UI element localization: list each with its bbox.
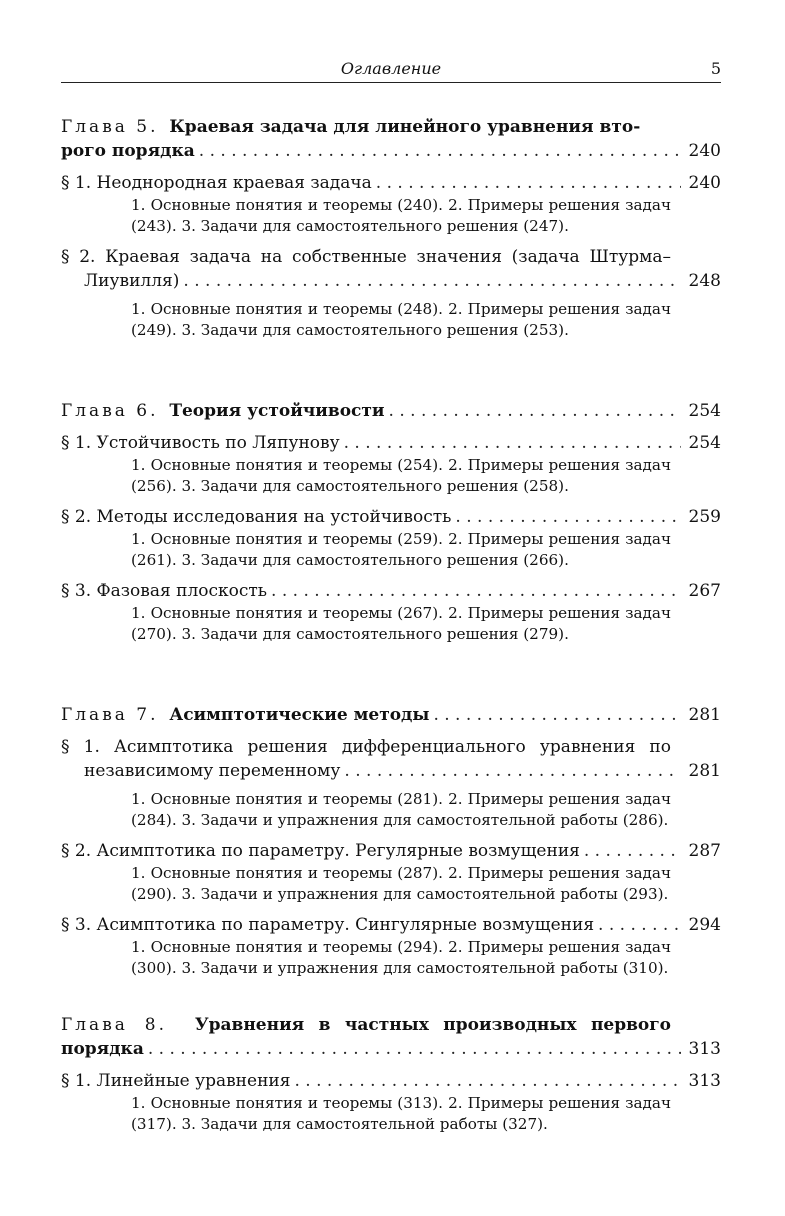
section-page: 254 (688, 433, 721, 453)
section-heading (61, 579, 721, 603)
subsection-list: 1. Основные понятия и теоремы (248). 2. Примеры решения задач (249). 3. Задачи для самостоятельного решения (253). (131, 300, 671, 339)
section-title: § 1. Устойчивость по Ляпунову (61, 433, 340, 453)
subsection-list: 1. Основные понятия и теоремы (294). 2. Примеры решения задач (300). 3. Задачи и упражнения для самостоятельной работы (310). (131, 938, 671, 977)
section-heading (61, 1069, 721, 1093)
chapter-heading-line (61, 1013, 721, 1037)
chapter-title: Краевая задача для линейного уравнения вто- (169, 117, 641, 137)
chapter-page: 313 (688, 1039, 721, 1059)
section-page: 248 (688, 271, 721, 291)
chapter-page: 281 (688, 705, 721, 725)
section-heading-continuation (61, 269, 721, 293)
section-heading (61, 839, 721, 863)
section (61, 839, 721, 905)
section-page: 294 (688, 915, 721, 935)
subsection-list: 1. Основные понятия и теоремы (287). 2. Примеры решения задач (290). 3. Задачи и упражнения для самостоятельной работы (293). (131, 864, 671, 903)
section (61, 913, 721, 979)
chapter-7 (61, 703, 721, 979)
chapter-heading-continuation (61, 139, 721, 163)
section-page: 313 (688, 1071, 721, 1091)
section (61, 579, 721, 645)
section-page: 259 (688, 507, 721, 527)
section-heading (61, 913, 721, 937)
subsection-list: 1. Основные понятия и теоремы (259). 2. Примеры решения задач (261). 3. Задачи для самостоятельного решения (266). (131, 530, 671, 569)
page-number: 5 (710, 59, 721, 78)
leader-dots (271, 579, 681, 603)
chapter-page: 240 (688, 141, 721, 161)
leader-dots (376, 171, 681, 195)
chapter-heading-line (61, 703, 721, 727)
leader-dots (344, 759, 681, 783)
leader-dots (344, 431, 681, 455)
chapter-6 (61, 399, 721, 645)
section-heading-continuation (61, 759, 721, 783)
chapter-title: Асимптотические методы (169, 705, 430, 725)
subsection-list: 1. Основные понятия и теоремы (267). 2. Примеры решения задач (270). 3. Задачи для самостоятельного решения (279). (131, 604, 671, 643)
section-heading (61, 431, 721, 455)
leader-dots (183, 269, 681, 293)
section (61, 735, 721, 831)
section-heading (61, 245, 721, 269)
chapter-title: Теория устойчивости (169, 401, 385, 421)
subsection-list: 1. Основные понятия и теоремы (281). 2. Примеры решения задач (284). 3. Задачи и упражнения для самостоятельной работы (286). (131, 790, 671, 829)
section (61, 505, 721, 571)
leader-dots (148, 1037, 681, 1061)
chapter-title: Уравнения в частных производных первого (194, 1015, 671, 1035)
section (61, 431, 721, 497)
chapter-5 (61, 115, 721, 341)
chapter-page: 254 (688, 401, 721, 421)
chapter-label: Глава 6. (61, 401, 159, 421)
section-title-continued: независимому переменному (84, 761, 341, 781)
section (61, 245, 721, 341)
section-heading (61, 505, 721, 529)
section-title: § 1. Линейные уравнения (61, 1071, 291, 1091)
section-title: § 2. Методы исследования на устойчивость (61, 507, 452, 527)
chapter-heading-line (61, 115, 721, 139)
chapter-label: Глава 7. (61, 705, 159, 725)
section-title-continued: Лиувилля) (84, 271, 180, 291)
section (61, 171, 721, 237)
subsection-list: 1. Основные понятия и теоремы (254). 2. Примеры решения задач (256). 3. Задачи для самостоятельного решения (258). (131, 456, 671, 495)
running-title: Оглавление (340, 59, 442, 78)
leader-dots (455, 505, 681, 529)
section-title: § 1. Неоднородная краевая задача (61, 173, 372, 193)
chapter-title-continued: порядка (61, 1039, 144, 1059)
section-title: § 2. Асимптотика по параметру. Регулярные возмущения (61, 841, 580, 861)
chapter-heading-continuation (61, 1037, 721, 1061)
chapter-title-continued: рого порядка (61, 141, 195, 161)
leader-dots (598, 913, 681, 937)
chapter-label: Глава 5. (61, 117, 159, 137)
leader-dots (199, 139, 681, 163)
subsection-list: 1. Основные понятия и теоремы (313). 2. Примеры решения задач (317). 3. Задачи для самостоятельной работы (327). (131, 1094, 671, 1133)
section-heading (61, 171, 721, 195)
section-heading (61, 735, 721, 759)
section-page: 267 (688, 581, 721, 601)
section-page: 240 (688, 173, 721, 193)
chapter-heading-line (61, 399, 721, 423)
section-page: 287 (688, 841, 721, 861)
chapter-8 (61, 1013, 721, 1135)
leader-dots (294, 1069, 681, 1093)
section (61, 1069, 721, 1135)
section-title: § 1. Асимптотика решения дифференциального уравнения по (61, 737, 671, 757)
leader-dots (389, 399, 681, 423)
chapter-label: Глава 8. (61, 1015, 168, 1035)
table-of-contents (61, 115, 721, 1135)
section-title: § 3. Фазовая плоскость (61, 581, 268, 601)
section-title: § 3. Асимптотика по параметру. Сингулярные возмущения (61, 915, 595, 935)
running-head (61, 58, 721, 83)
section-title: § 2. Краевая задача на собственные значения (задача Штурма– (61, 247, 671, 267)
section-page: 281 (688, 761, 721, 781)
leader-dots (584, 839, 681, 863)
leader-dots (433, 703, 681, 727)
subsection-list: 1. Основные понятия и теоремы (240). 2. Примеры решения задач (243). 3. Задачи для самостоятельного решения (247). (131, 196, 671, 235)
